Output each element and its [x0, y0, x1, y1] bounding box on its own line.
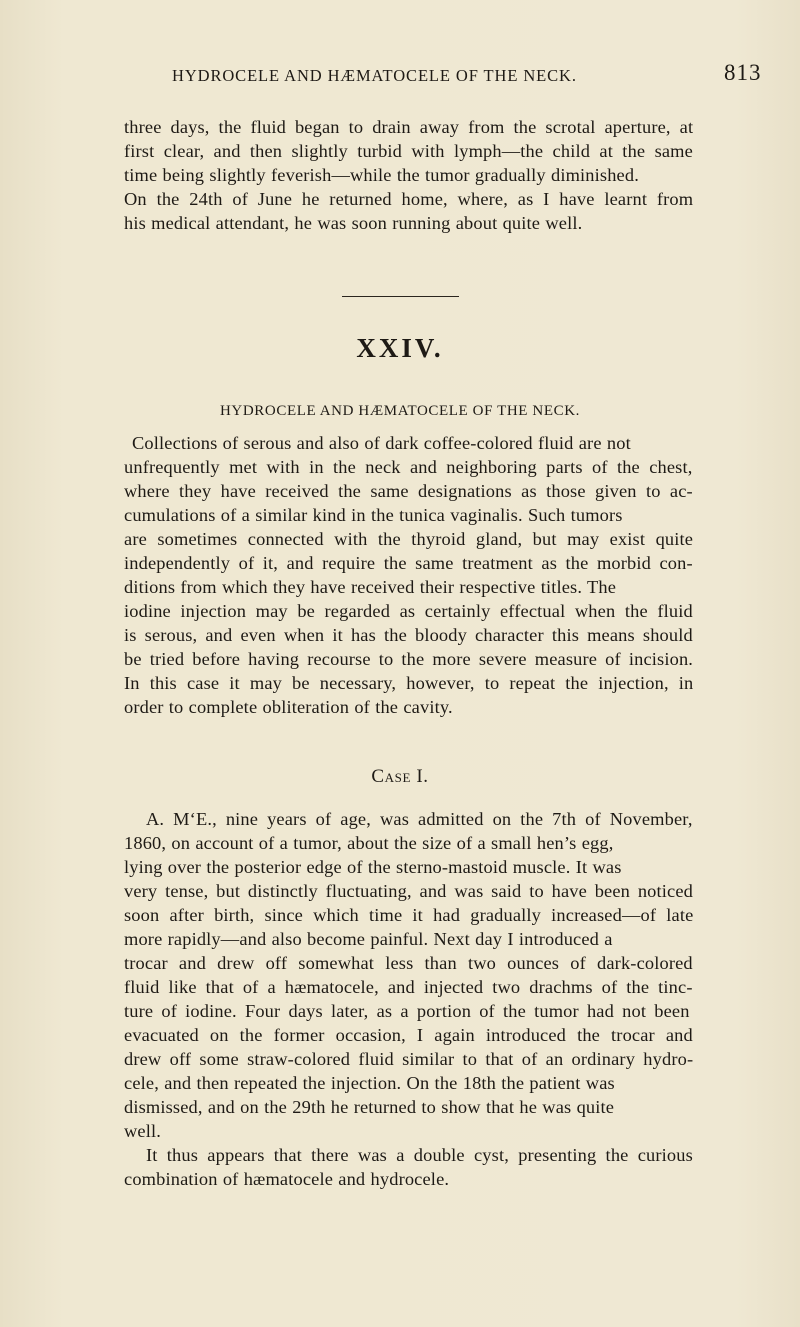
text-line: On the 24th of June he returned home, where, as I have learnt from	[124, 189, 694, 209]
text-line: well.	[124, 1121, 162, 1141]
text-line: 1860, on account of a tumor, about the size of a small hen’s egg,	[124, 833, 614, 853]
text-line: his medical attendant, he was soon running about quite well.	[124, 213, 583, 233]
text-line: is serous, and even when it has the bloody character this means should	[124, 625, 693, 645]
text-line: A. M‘E., nine years of age, was admitted on the 7th of November,	[146, 809, 693, 829]
text-line: are sometimes connected with the thyroid gland, but may exist quite	[124, 529, 694, 549]
text-line: drew off some straw-colored fluid similar to that of an ordinary hydro-	[124, 1049, 694, 1069]
chapter-title: HYDROCELE AND HÆMATOCELE OF THE NECK.	[220, 403, 580, 419]
text-line: more rapidly—and also become painful. Next day I introduced a	[124, 929, 613, 949]
text-line: soon after birth, since which time it had gradually increased—of late	[124, 905, 694, 925]
page-number: 813	[724, 60, 762, 85]
text-line: first clear, and then slightly turbid with lymph—the child at the same	[124, 141, 693, 161]
text-line: cumulations of a similar kind in the tunica vaginalis. Such tumors	[124, 505, 623, 525]
running-head: HYDROCELE AND HÆMATOCELE OF THE NECK.	[172, 66, 577, 85]
text-line: order to complete obliteration of the cavity.	[124, 697, 453, 717]
text-line: cele, and then repeated the injection. On the 18th the patient was	[124, 1073, 615, 1093]
text-line: independently of it, and require the same treatment as the morbid con-	[124, 553, 693, 573]
case-heading: Case I.	[371, 766, 429, 787]
text-line: time being slightly feverish—while the tumor gradually diminished.	[124, 165, 639, 185]
text-line: be tried before having recourse to the more severe measure of incision.	[124, 649, 694, 669]
text-line: fluid like that of a hæmatocele, and injected two drachms of the tinc-	[124, 977, 693, 997]
text-line: Collections of serous and also of dark coffee-colored fluid are not	[132, 433, 631, 453]
text-line: ture of iodine. Four days later, as a portion of the tumor had not been	[124, 1001, 690, 1021]
text-line: evacuated on the former occasion, I again introduced the trocar and	[124, 1025, 693, 1045]
text-line: three days, the fluid began to drain away from the scrotal aperture, at	[124, 117, 694, 137]
text-line: unfrequently met with in the neck and neighboring parts of the chest,	[124, 457, 693, 477]
text-line: It thus appears that there was a double cyst, presenting the curious	[146, 1145, 693, 1165]
chapter-number: XXIV.	[356, 333, 444, 363]
text-line: very tense, but distinctly fluctuating, and was said to have been noticed	[124, 881, 694, 901]
text-line: In this case it may be necessary, however, to repeat the injection, in	[124, 673, 694, 693]
text-line: combination of hæmatocele and hydrocele.	[124, 1169, 450, 1189]
text-line: trocar and drew off somewhat less than two ounces of dark-colored	[124, 953, 693, 973]
text-line: lying over the posterior edge of the sterno-mastoid muscle. It was	[124, 857, 622, 877]
text-line: where they have received the same designations as those given to ac-	[124, 481, 693, 501]
text-line: dismissed, and on the 29th he returned to show that he was quite	[124, 1097, 615, 1117]
text-line: ditions from which they have received their respective titles. The	[124, 577, 617, 597]
text-line: iodine injection may be regarded as certainly effectual when the fluid	[124, 601, 693, 621]
section-divider	[342, 296, 459, 297]
